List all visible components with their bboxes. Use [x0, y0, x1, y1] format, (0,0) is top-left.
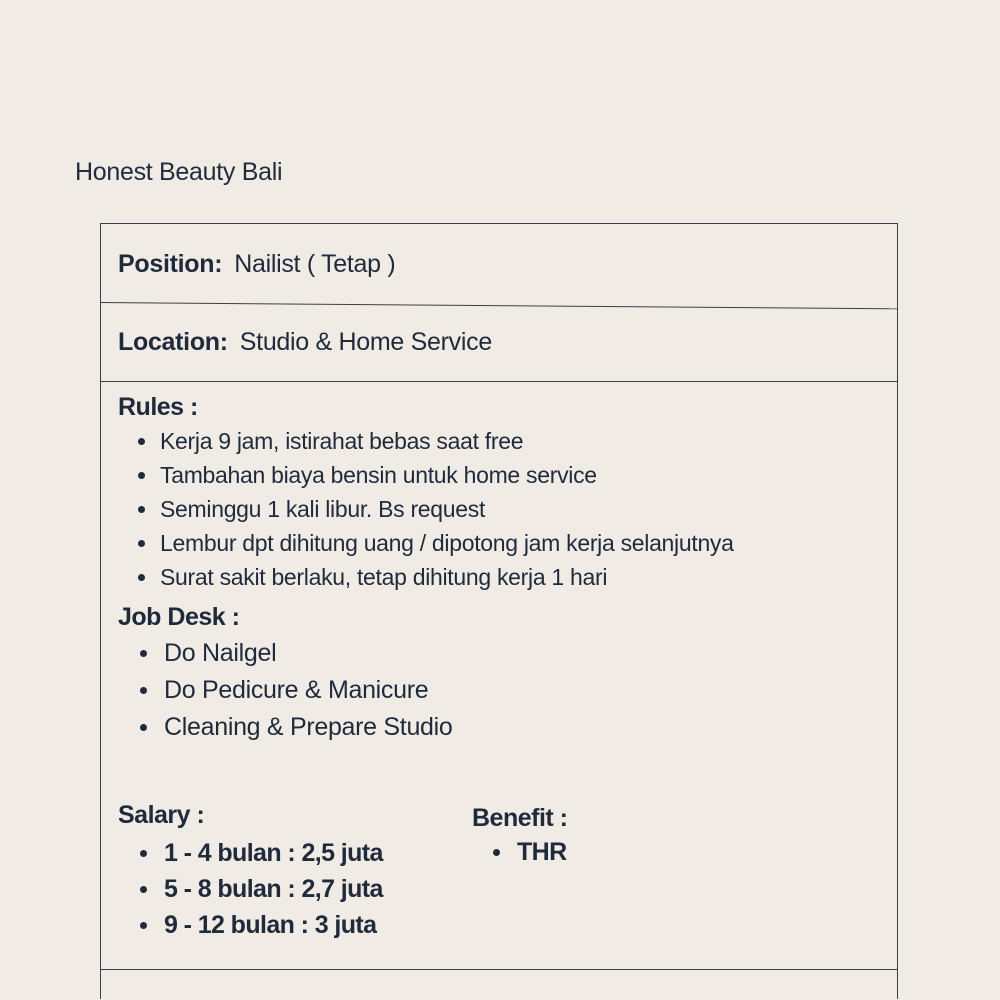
bullet-icon — [140, 922, 147, 929]
benefit-list — [517, 834, 567, 870]
list-item: Cleaning & Prepare Studio — [164, 709, 453, 746]
bullet-icon — [140, 687, 147, 694]
salary-heading: Salary : — [118, 801, 205, 829]
bullet-icon — [140, 850, 147, 857]
list-item: Seminggu 1 kali libur. Bs request — [160, 492, 734, 526]
bullet-icon — [140, 724, 147, 731]
list-item: Tambahan biaya bensin untuk home service — [160, 458, 734, 492]
list-item: Kerja 9 jam, istirahat bebas saat free — [160, 424, 734, 458]
bullet-icon — [140, 650, 147, 657]
bullet-icon — [138, 540, 145, 547]
rules-heading: Rules : — [118, 393, 198, 421]
list-item: Surat sakit berlaku, tetap dihitung kerja 1 hari — [160, 560, 734, 594]
location-label: Location: — [118, 328, 228, 356]
salary-list — [164, 835, 383, 943]
list-item: 1 - 4 bulan : 2,5 juta — [164, 835, 383, 871]
position-row — [118, 250, 395, 279]
bullet-icon — [140, 886, 147, 893]
job-desk-heading: Job Desk : — [118, 603, 240, 631]
position-value: Nailist ( Tetap ) — [234, 250, 396, 278]
list-item: Do Nailgel — [164, 635, 453, 672]
bullet-icon — [138, 438, 145, 445]
list-item: Do Pedicure & Manicure — [164, 672, 453, 709]
list-item: THR — [517, 834, 567, 870]
location-row — [118, 328, 492, 357]
bullet-icon — [138, 472, 145, 479]
list-item: 9 - 12 bulan : 3 juta — [164, 907, 383, 943]
benefit-heading: Benefit : — [472, 804, 568, 832]
list-item: Lembur dpt dihitung uang / dipotong jam kerja selanjutnya — [160, 526, 734, 560]
bullet-icon — [493, 849, 500, 856]
job-desk-list — [164, 635, 453, 746]
divider-bottom — [101, 969, 897, 970]
divider-location — [101, 381, 897, 382]
list-item: 5 - 8 bulan : 2,7 juta — [164, 871, 383, 907]
location-value: Studio & Home Service — [239, 328, 492, 356]
rules-list — [160, 424, 734, 594]
divider-position — [101, 302, 897, 309]
bullet-icon — [138, 574, 145, 581]
brand-name: Honest Beauty Bali — [75, 158, 283, 186]
job-card — [100, 223, 898, 999]
bullet-icon — [138, 506, 145, 513]
position-label: Position: — [118, 250, 223, 278]
